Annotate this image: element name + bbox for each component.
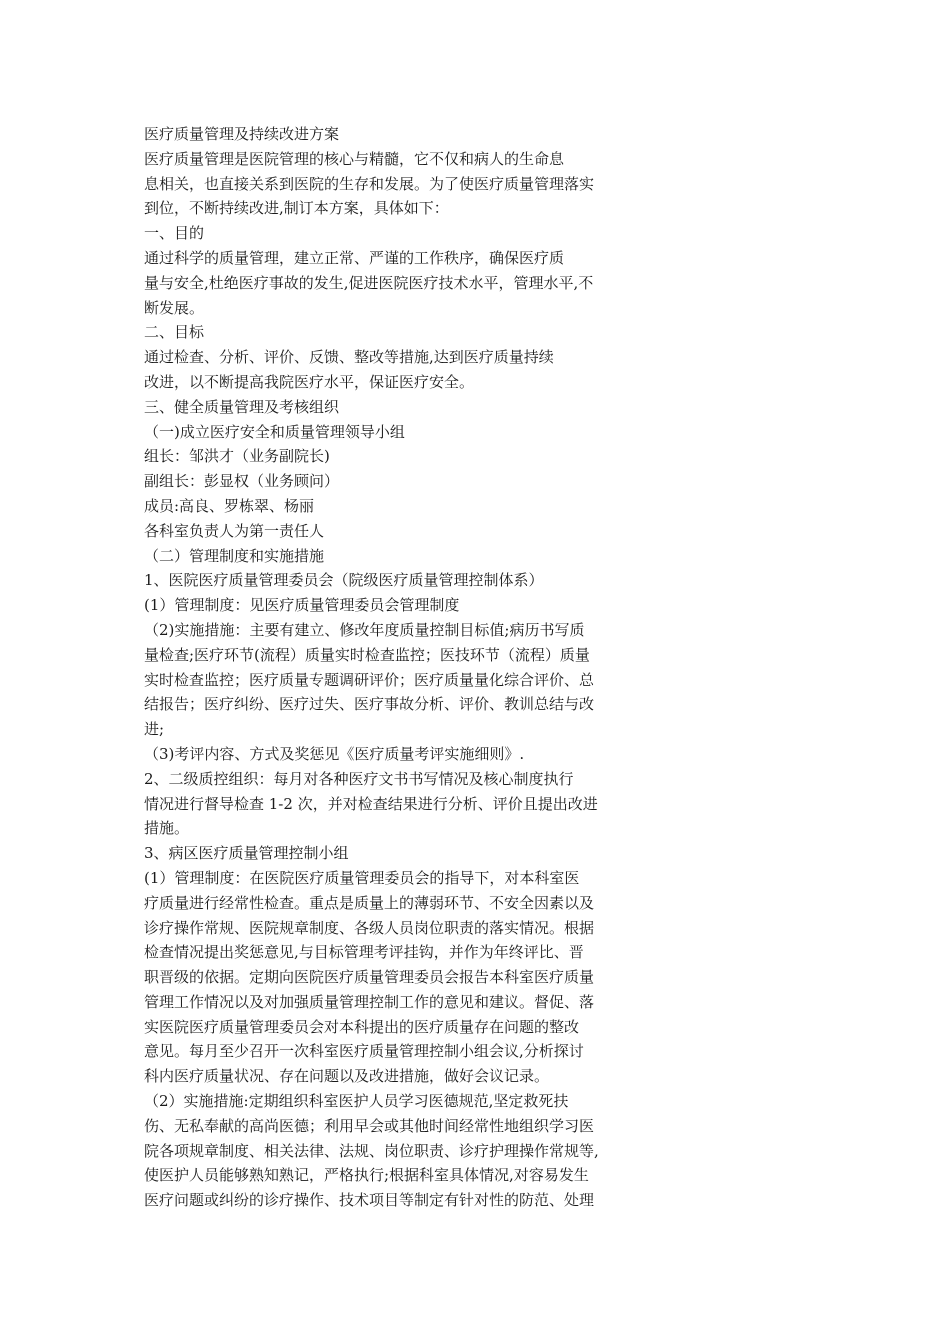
text-line: （2）实施措施:定期组织科室医护人员学习医德规范,坚定救死扶 (144, 1092, 569, 1111)
text-line: 改进，以不断提高我院医疗水平，保证医疗安全。 (144, 372, 475, 391)
text-line: 意见。每月至少召开一次科室医疗质量管理控制小组会议,分析探讨 (144, 1042, 584, 1061)
text-line: 3、病区医疗质量管理控制小组 (144, 844, 349, 863)
text-line: （2)实施措施：主要有建立、修改年度质量控制目标值;病历书写质 (144, 620, 585, 639)
text-line: 科内医疗质量状况、存在问题以及改进措施，做好会议记录。 (144, 1067, 550, 1086)
text-line: 管理工作情况以及对加强质量管理控制工作的意见和建议。督促、落 (144, 992, 595, 1011)
text-line: 量检查;医疗环节(流程）质量实时检查监控；医技环节（流程）质量 (144, 645, 590, 664)
text-line: 各科室负责人为第一责任人 (144, 521, 325, 540)
section-heading: 二、目标 (144, 323, 205, 342)
text-line: 伤、无私奉献的高尚医德；利用早会或其他时间经常性地组织学习医 (144, 1116, 595, 1135)
text-line: 息相关，也直接关系到医院的生存和发展。为了使医疗质量管理落实 (144, 174, 595, 193)
text-line: 职晋级的依据。定期向医院医疗质量管理委员会报告本科室医疗质量 (144, 968, 595, 987)
text-line: （3)考评内容、方式及奖惩见《医疗质量考评实施细则》. (144, 744, 525, 763)
text-line: 成员:高良、罗栋翠、杨丽 (144, 496, 315, 515)
text-line: 组长：邹洪才（业务副院长) (144, 447, 330, 466)
text-line: 断发展。 (144, 298, 205, 317)
text-line: 结报告；医疗纠纷、医疗过失、医疗事故分析、评价、教训总结与改 (144, 695, 595, 714)
text-line: 2、二级质控组织：每月对各种医疗文书书写情况及核心制度执行 (144, 769, 574, 788)
subsection-heading: （二）管理制度和实施措施 (144, 546, 325, 565)
text-line: 检查情况提出奖惩意见,与目标管理考评挂钩，并作为年终评比、晋 (144, 943, 584, 962)
text-line: 诊疗操作常规、医院规章制度、各级人员岗位职责的落实情况。根据 (144, 918, 595, 937)
section-heading: 一、目的 (144, 224, 205, 243)
text-line: 量与安全,杜绝医疗事故的发生,促进医院医疗技术水平，管理水平,不 (144, 273, 594, 292)
text-line: (1）管理制度：见医疗质量管理委员会管理制度 (144, 596, 460, 615)
text-line: (1）管理制度：在医院医疗质量管理委员会的指导下，对本科室医 (144, 868, 580, 887)
text-line: 措施。 (144, 819, 190, 838)
text-line: 1、医院医疗质量管理委员会（院级医疗质量管理控制体系） (144, 571, 544, 590)
text-line: 实医院医疗质量管理委员会对本科提出的医疗质量存在问题的整改 (144, 1017, 580, 1036)
subsection-heading: （一)成立医疗安全和质量管理领导小组 (144, 422, 405, 441)
text-line: 到位，不断持续改进,制订本方案，具体如下： (144, 199, 449, 218)
text-line: 进; (144, 720, 165, 739)
text-line: 医疗质量管理是医院管理的核心与精髓，它不仅和病人的生命息 (144, 149, 565, 168)
text-line: 情况进行督导检查 1-2 次，并对检查结果进行分析、评价且提出改进 (144, 794, 598, 813)
text-line: 院各项规章制度、相关法律、法规、岗位职责、诊疗护理操作常规等, (144, 1141, 599, 1160)
text-line: 疗质量进行经常性检查。重点是质量上的薄弱环节、不安全因素以及 (144, 893, 595, 912)
document-body (144, 122, 664, 1213)
document-title: 医疗质量管理及持续改进方案 (144, 125, 340, 143)
section-heading: 三、健全质量管理及考核组织 (144, 397, 340, 416)
text-line: 通过科学的质量管理，建立正常、严谨的工作秩序，确保医疗质 (144, 248, 565, 267)
text-line: 副组长：彭显权（业务顾问） (144, 472, 340, 491)
text-line: 通过检查、分析、评价、反馈、整改等措施,达到医疗质量持续 (144, 348, 554, 367)
text-line: 使医护人员能够熟知熟记，严格执行;根据科室具体情况,对容易发生 (144, 1166, 589, 1185)
text-line: 医疗问题或纠纷的诊疗操作、技术项目等制定有针对性的防范、处理 (144, 1191, 595, 1210)
text-line: 实时检查监控；医疗质量专题调研评价；医疗质量量化综合评价、总 (144, 670, 595, 689)
